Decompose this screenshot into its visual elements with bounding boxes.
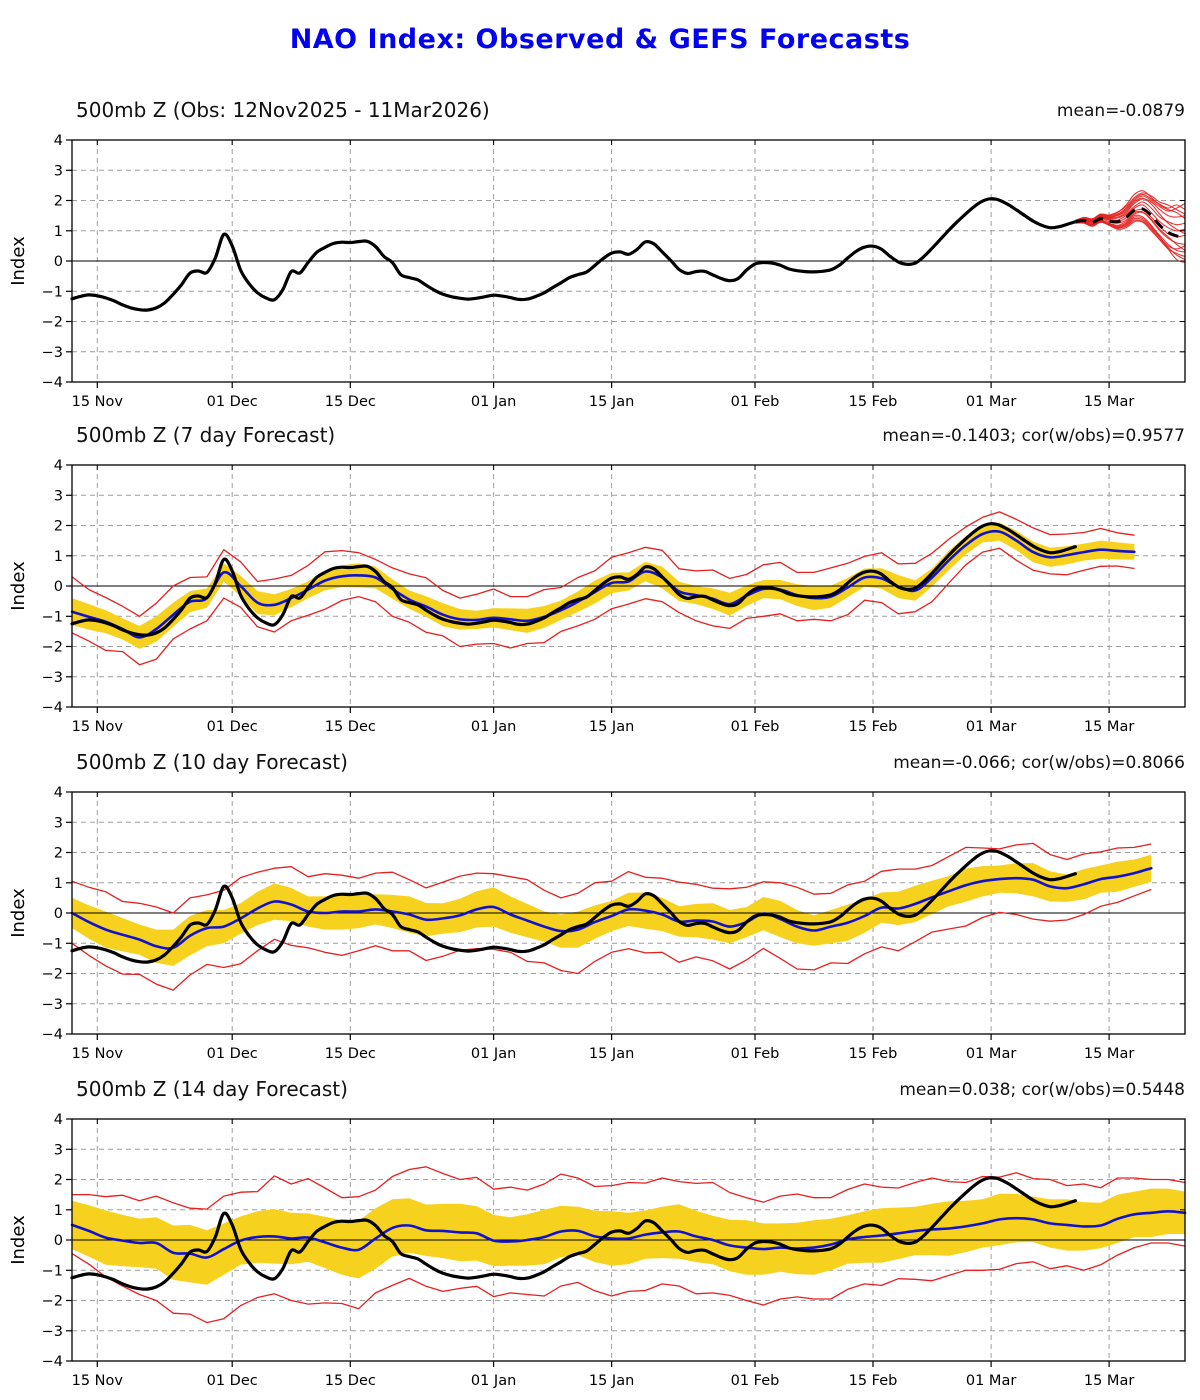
- svg-text:01 Dec: 01 Dec: [206, 1373, 258, 1389]
- svg-text:−2: −2: [41, 1293, 63, 1310]
- svg-text:2: 2: [53, 1172, 63, 1189]
- svg-text:15 Nov: 15 Nov: [71, 719, 123, 735]
- y-axis-label: Index: [8, 1215, 29, 1265]
- svg-text:01 Mar: 01 Mar: [965, 1373, 1017, 1389]
- svg-text:−3: −3: [41, 1323, 63, 1340]
- svg-text:1: 1: [53, 1202, 63, 1219]
- svg-text:−1: −1: [41, 936, 63, 953]
- panel-14day-title: 500mb Z (14 day Forecast): [76, 1077, 348, 1101]
- svg-text:1: 1: [53, 875, 63, 892]
- svg-text:15 Nov: 15 Nov: [71, 394, 123, 410]
- svg-text:4: 4: [53, 785, 63, 801]
- svg-text:−4: −4: [41, 375, 63, 391]
- svg-text:−3: −3: [41, 669, 63, 686]
- panel-10day-title: 500mb Z (10 day Forecast): [76, 750, 348, 774]
- svg-text:15 Dec: 15 Dec: [324, 394, 376, 410]
- svg-text:01 Feb: 01 Feb: [730, 394, 780, 410]
- svg-text:−4: −4: [41, 1354, 63, 1370]
- svg-text:2: 2: [53, 518, 63, 535]
- chart-14day-forecast: [0, 1107, 1200, 1400]
- svg-text:15 Dec: 15 Dec: [324, 1046, 376, 1062]
- panel-7day-title: 500mb Z (7 day Forecast): [76, 423, 336, 447]
- svg-text:−4: −4: [41, 1027, 63, 1043]
- svg-text:−1: −1: [41, 284, 63, 301]
- y-axis-label: Index: [8, 561, 29, 611]
- panel-7day-forecast: [0, 421, 1200, 753]
- panel-10day-forecast: [0, 748, 1200, 1080]
- svg-text:3: 3: [53, 488, 63, 505]
- svg-text:4: 4: [53, 133, 63, 149]
- svg-text:01 Dec: 01 Dec: [206, 719, 258, 735]
- svg-text:15 Mar: 15 Mar: [1083, 394, 1135, 410]
- svg-text:15 Feb: 15 Feb: [848, 1373, 898, 1389]
- svg-text:01 Mar: 01 Mar: [965, 394, 1017, 410]
- svg-text:15 Mar: 15 Mar: [1083, 719, 1135, 735]
- svg-text:−4: −4: [41, 700, 63, 716]
- svg-text:01 Dec: 01 Dec: [206, 394, 258, 410]
- svg-text:01 Jan: 01 Jan: [470, 394, 517, 410]
- svg-text:15 Mar: 15 Mar: [1083, 1373, 1135, 1389]
- svg-text:0: 0: [53, 579, 63, 595]
- panel-7day-stats: mean=-0.1403; cor(w/obs)=0.9577: [882, 426, 1185, 446]
- svg-text:0: 0: [53, 1233, 63, 1249]
- svg-text:15 Jan: 15 Jan: [588, 719, 635, 735]
- svg-text:3: 3: [53, 1142, 63, 1159]
- chart-observed: [0, 128, 1200, 428]
- svg-text:15 Nov: 15 Nov: [71, 1373, 123, 1389]
- svg-text:2: 2: [53, 845, 63, 862]
- svg-text:01 Mar: 01 Mar: [965, 719, 1017, 735]
- svg-text:1: 1: [53, 223, 63, 240]
- svg-text:0: 0: [53, 254, 63, 270]
- panel-14day-forecast: [0, 1075, 1200, 1400]
- svg-text:01 Jan: 01 Jan: [470, 1373, 517, 1389]
- panel-observed-stats: mean=-0.0879: [1056, 101, 1185, 121]
- svg-text:15 Jan: 15 Jan: [588, 1046, 635, 1062]
- svg-text:15 Nov: 15 Nov: [71, 1046, 123, 1062]
- panel-observed: [0, 96, 1200, 428]
- svg-text:4: 4: [53, 1112, 63, 1128]
- svg-text:4: 4: [53, 458, 63, 474]
- svg-text:−3: −3: [41, 996, 63, 1013]
- svg-text:15 Dec: 15 Dec: [324, 719, 376, 735]
- svg-text:15 Feb: 15 Feb: [848, 394, 898, 410]
- svg-text:15 Mar: 15 Mar: [1083, 1046, 1135, 1062]
- svg-text:15 Feb: 15 Feb: [848, 1046, 898, 1062]
- panel-14day-stats: mean=0.038; cor(w/obs)=0.5448: [899, 1080, 1185, 1100]
- chart-10day-forecast: [0, 780, 1200, 1080]
- svg-text:15 Dec: 15 Dec: [324, 1373, 376, 1389]
- svg-text:01 Mar: 01 Mar: [965, 1046, 1017, 1062]
- panel-observed-title: 500mb Z (Obs: 12Nov2025 - 11Mar2026): [76, 98, 490, 122]
- svg-text:−1: −1: [41, 609, 63, 626]
- svg-text:01 Feb: 01 Feb: [730, 1046, 780, 1062]
- svg-text:3: 3: [53, 815, 63, 832]
- svg-text:01 Jan: 01 Jan: [470, 1046, 517, 1062]
- svg-text:0: 0: [53, 906, 63, 922]
- svg-text:−1: −1: [41, 1263, 63, 1280]
- svg-text:01 Jan: 01 Jan: [470, 719, 517, 735]
- y-axis-label: Index: [8, 888, 29, 938]
- svg-text:3: 3: [53, 163, 63, 180]
- svg-text:−2: −2: [41, 639, 63, 656]
- svg-text:15 Jan: 15 Jan: [588, 1373, 635, 1389]
- svg-text:−2: −2: [41, 314, 63, 331]
- svg-text:−3: −3: [41, 344, 63, 361]
- svg-text:01 Feb: 01 Feb: [730, 719, 780, 735]
- svg-text:15 Feb: 15 Feb: [848, 719, 898, 735]
- svg-text:−2: −2: [41, 966, 63, 983]
- svg-text:1: 1: [53, 548, 63, 565]
- panel-10day-stats: mean=-0.066; cor(w/obs)=0.8066: [893, 753, 1185, 773]
- svg-text:2: 2: [53, 193, 63, 210]
- y-axis-label: Index: [8, 236, 29, 286]
- svg-text:01 Feb: 01 Feb: [730, 1373, 780, 1389]
- page-title: NAO Index: Observed & GEFS Forecasts: [289, 24, 911, 55]
- chart-7day-forecast: [0, 453, 1200, 753]
- svg-text:01 Dec: 01 Dec: [206, 1046, 258, 1062]
- svg-text:15 Jan: 15 Jan: [588, 394, 635, 410]
